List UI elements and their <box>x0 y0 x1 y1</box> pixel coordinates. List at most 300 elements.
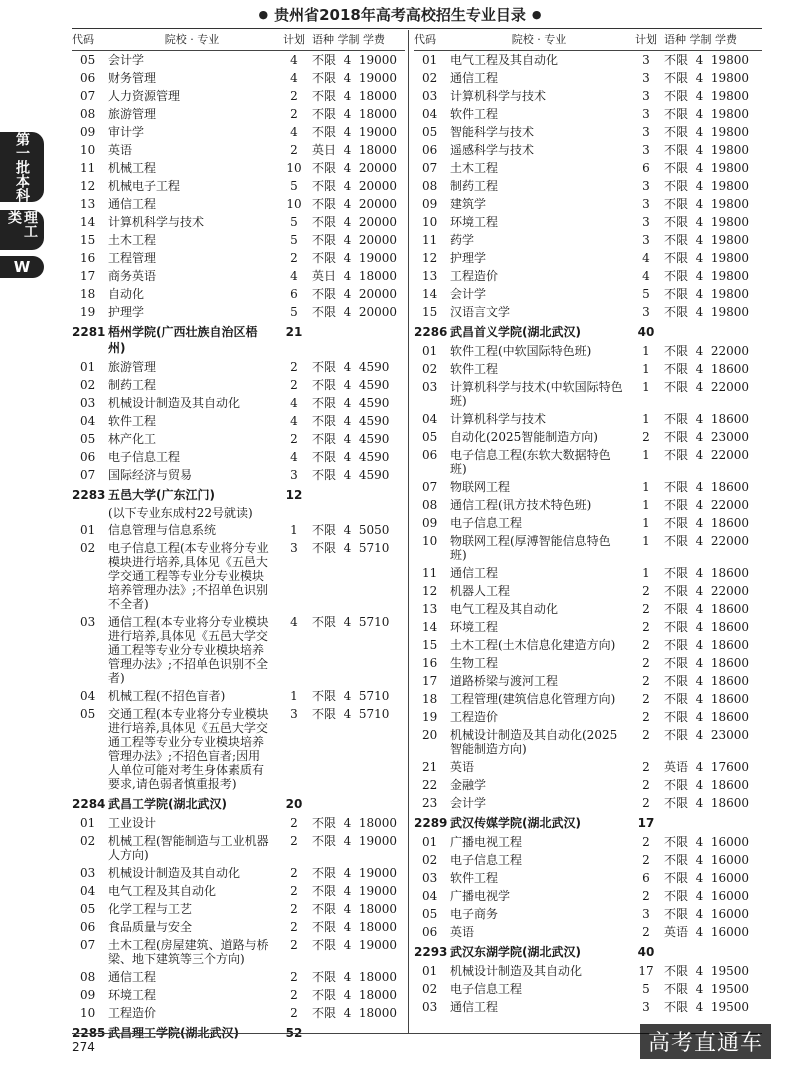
major-row <box>414 303 762 321</box>
fees-cell: 不限 4 19800 <box>664 269 750 283</box>
name-cell: 通信工程 <box>450 566 499 580</box>
name-cell: 机械设计制造及其自动化 <box>108 866 241 880</box>
header-fees: 语种 学制 学费 <box>312 33 385 46</box>
plan-cell: 2 <box>642 430 650 444</box>
plan-cell: 5 <box>290 233 298 247</box>
fees-cell: 不限 4 5710 <box>312 615 390 629</box>
code-cell: 06 <box>422 143 438 157</box>
header-fees: 语种 学制 学费 <box>664 33 737 46</box>
name-cell: 物联网工程 <box>450 480 511 494</box>
plan-cell: 2 <box>642 796 650 810</box>
fees-cell: 不限 4 20000 <box>312 215 398 229</box>
fees-cell: 不限 4 20000 <box>312 305 398 319</box>
fees-cell: 不限 4 22000 <box>664 344 750 358</box>
major-row <box>414 887 762 905</box>
fees-cell: 不限 4 19800 <box>664 287 750 301</box>
name-cell: 土木工程 <box>450 161 499 175</box>
fees-cell: 不限 4 19800 <box>664 251 750 265</box>
plan-cell: 2 <box>642 925 650 939</box>
plan-cell: 21 <box>285 325 303 339</box>
major-row <box>414 833 762 851</box>
code-cell: 12 <box>422 251 438 265</box>
fees-cell: 不限 4 18600 <box>664 638 750 652</box>
plan-cell: 6 <box>290 287 298 301</box>
plan-cell: 4 <box>290 53 298 67</box>
major-row <box>72 177 405 195</box>
plan-cell: 5 <box>290 215 298 229</box>
name-cell: 软件工程 <box>450 362 499 376</box>
code-cell: 06 <box>422 448 438 462</box>
code-cell: 03 <box>422 871 438 885</box>
fees-cell: 不限 4 4590 <box>312 450 390 464</box>
plan-cell: 3 <box>642 125 650 139</box>
plan-cell: 3 <box>642 197 650 211</box>
code-cell: 2281 <box>72 325 106 339</box>
major-row <box>72 123 405 141</box>
plan-cell: 4 <box>290 125 298 139</box>
side-tab-batch: 第一批本科 <box>0 132 44 202</box>
major-row <box>414 758 762 776</box>
major-row <box>414 600 762 618</box>
name-cell: 电气工程及其自动化 <box>108 884 217 898</box>
name-cell: 工业设计 <box>108 816 157 830</box>
major-row <box>414 998 762 1016</box>
fees-cell <box>664 815 762 831</box>
name-cell: 旅游管理 <box>108 107 157 121</box>
plan-cell: 1 <box>642 566 650 580</box>
plan-cell: 17 <box>637 816 655 830</box>
code-cell: 04 <box>422 412 438 426</box>
major-row <box>414 923 762 941</box>
code-cell: 03 <box>80 615 96 629</box>
side-tab-category: 理工类 <box>0 210 44 250</box>
fees-cell: 不限 4 18600 <box>664 362 750 376</box>
fees-cell: 不限 4 16000 <box>664 871 750 885</box>
major-row <box>414 105 762 123</box>
fees-cell: 英日 4 18000 <box>312 269 398 283</box>
code-cell: 09 <box>422 197 438 211</box>
code-cell: 05 <box>80 902 96 916</box>
code-cell: 2293 <box>414 945 448 959</box>
plan-cell: 10 <box>286 197 302 211</box>
name-cell: 交通工程(本专业将分专业模块进行培养,具体见《五邑大学交通工程等专业分专业模块培养管理办法》;不招色盲者;因用人单位可能对考生身体素质有要求,请色弱者慎重报考) <box>108 707 269 791</box>
fees-cell: 不限 4 19800 <box>664 179 750 193</box>
school-row <box>72 484 405 505</box>
major-row <box>72 141 405 159</box>
major-row <box>72 412 405 430</box>
plan-cell: 2 <box>290 866 298 880</box>
major-row <box>414 636 762 654</box>
major-row <box>72 358 405 376</box>
plan-cell: 40 <box>637 945 655 959</box>
fees-cell: 不限 4 20000 <box>312 233 398 247</box>
plan-cell: 6 <box>642 161 650 175</box>
major-row <box>72 87 405 105</box>
name-cell: 机械设计制造及其自动化(2025智能制造方向) <box>450 728 618 756</box>
code-cell: 04 <box>80 884 96 898</box>
major-row <box>414 159 762 177</box>
bullet-icon: ● <box>258 7 269 21</box>
major-row <box>72 303 405 321</box>
fees-cell: 不限 4 18000 <box>312 107 398 121</box>
plan-cell: 4 <box>642 251 650 265</box>
major-row <box>72 1004 405 1022</box>
fees-cell <box>664 944 762 960</box>
major-row <box>414 231 762 249</box>
plan-cell: 5 <box>290 179 298 193</box>
left-column-header <box>72 30 405 51</box>
fees-cell: 不限 4 16000 <box>664 835 750 849</box>
code-cell: 01 <box>422 835 438 849</box>
name-cell: 广播电视学 <box>450 889 511 903</box>
name-cell: 会计学 <box>450 287 487 301</box>
right-column-header <box>414 30 762 51</box>
fees-cell: 不限 4 18000 <box>312 988 398 1002</box>
major-row <box>414 249 762 267</box>
plan-cell: 1 <box>642 448 650 462</box>
code-cell: 19 <box>422 710 438 724</box>
plan-cell: 2 <box>290 834 298 848</box>
fees-cell: 不限 4 18600 <box>664 566 750 580</box>
plan-cell: 3 <box>290 468 298 482</box>
page-header <box>0 2 800 26</box>
fees-cell: 不限 4 19500 <box>664 964 750 978</box>
fees-cell: 不限 4 16000 <box>664 853 750 867</box>
major-row <box>414 582 762 600</box>
name-cell: 电气工程及其自动化 <box>450 53 559 67</box>
name-cell: 软件工程 <box>108 414 157 428</box>
code-cell: 18 <box>422 692 438 706</box>
major-row <box>414 514 762 532</box>
fees-cell: 不限 4 19800 <box>664 89 750 103</box>
plan-cell: 4 <box>290 269 298 283</box>
major-row <box>72 376 405 394</box>
code-cell: 15 <box>80 233 96 247</box>
fees-cell: 不限 4 20000 <box>312 197 398 211</box>
fees-cell: 不限 4 20000 <box>312 287 398 301</box>
fees-cell: 不限 4 19800 <box>664 71 750 85</box>
name-cell: 土木工程(土木信息化建造方向) <box>450 638 616 652</box>
code-cell: 07 <box>422 161 438 175</box>
side-tab-letter: W <box>0 256 44 278</box>
plan-cell: 6 <box>642 871 650 885</box>
name-cell: 商务英语 <box>108 269 157 283</box>
plan-cell: 20 <box>285 797 303 811</box>
code-cell: 22 <box>422 778 438 792</box>
code-cell: 17 <box>80 269 96 283</box>
fees-cell: 不限 4 18600 <box>664 710 750 724</box>
fees-cell: 不限 4 18600 <box>664 656 750 670</box>
code-cell: 01 <box>80 360 96 374</box>
major-row <box>414 446 762 478</box>
plan-cell: 2 <box>642 638 650 652</box>
name-cell: 道路桥梁与渡河工程 <box>450 674 559 688</box>
fees-cell: 不限 4 5710 <box>312 707 390 721</box>
code-cell: 02 <box>422 362 438 376</box>
header-plan: 计划 <box>635 33 657 46</box>
header-code: 代码 <box>414 33 436 46</box>
name-cell: 生物工程 <box>450 656 499 670</box>
major-row <box>414 869 762 887</box>
name-cell: 计算机科学与技术(中软国际特色班) <box>450 380 623 408</box>
code-cell: 2284 <box>72 797 106 811</box>
name-cell: 环境工程 <box>450 620 499 634</box>
plan-cell: 2 <box>290 816 298 830</box>
name-cell: 化学工程与工艺 <box>108 902 193 916</box>
fees-cell: 不限 4 22000 <box>664 448 750 462</box>
fees-cell: 不限 4 20000 <box>312 179 398 193</box>
name-cell: 建筑学 <box>450 197 487 211</box>
plan-cell: 4 <box>290 414 298 428</box>
major-row <box>414 285 762 303</box>
plan-cell: 10 <box>286 161 302 175</box>
name-cell: 电气工程及其自动化 <box>450 602 559 616</box>
plan-cell: 1 <box>642 498 650 512</box>
major-row <box>72 539 405 613</box>
major-row <box>414 776 762 794</box>
major-row <box>414 123 762 141</box>
header-code: 代码 <box>72 33 94 46</box>
code-cell: 02 <box>422 71 438 85</box>
fees-cell: 不限 4 4590 <box>312 360 390 374</box>
plan-cell: 3 <box>642 179 650 193</box>
plan-cell: 2 <box>642 656 650 670</box>
plan-cell: 2 <box>290 89 298 103</box>
code-cell: 12 <box>80 179 96 193</box>
name-cell: 制药工程 <box>450 179 499 193</box>
major-row <box>72 613 405 687</box>
fees-cell: 不限 4 19000 <box>312 125 398 139</box>
fees-cell: 不限 4 19800 <box>664 233 750 247</box>
major-row <box>72 864 405 882</box>
major-row <box>414 141 762 159</box>
code-cell: 03 <box>422 1000 438 1014</box>
plan-cell: 2 <box>642 889 650 903</box>
left-column-body <box>72 51 405 1043</box>
code-cell: 19 <box>80 305 96 319</box>
code-cell: 02 <box>80 834 96 848</box>
code-cell: 13 <box>80 197 96 211</box>
code-cell: 01 <box>422 964 438 978</box>
header-name: 院校 · 专业 <box>164 33 220 46</box>
code-cell: 16 <box>80 251 96 265</box>
plan-cell: 2 <box>290 107 298 121</box>
plan-cell: 2 <box>290 970 298 984</box>
code-cell: 2283 <box>72 488 106 502</box>
plan-cell: 2 <box>642 778 650 792</box>
plan-cell: 3 <box>642 89 650 103</box>
name-cell: 环境工程 <box>108 988 157 1002</box>
name-cell: 林产化工 <box>108 432 157 446</box>
code-cell: 14 <box>422 620 438 634</box>
fees-cell: 不限 4 18600 <box>664 412 750 426</box>
fees-cell: 不限 4 20000 <box>312 161 398 175</box>
fees-cell: 不限 4 18000 <box>312 970 398 984</box>
major-row <box>414 478 762 496</box>
name-cell: 旅游管理 <box>108 360 157 374</box>
header-rule <box>72 28 762 29</box>
major-row <box>414 360 762 378</box>
fees-cell: 不限 4 18000 <box>312 920 398 934</box>
fees-cell: 不限 4 19800 <box>664 143 750 157</box>
fees-cell: 不限 4 19000 <box>312 834 398 848</box>
name-cell: 英语 <box>450 925 475 939</box>
code-cell: 01 <box>422 344 438 358</box>
name-cell: 土木工程(房屋建筑、道路与桥梁、地下建筑等三个方向) <box>108 938 269 966</box>
code-cell: 09 <box>422 516 438 530</box>
code-cell: 2285 <box>72 1026 106 1040</box>
plan-cell: 1 <box>642 480 650 494</box>
name-cell: 护理学 <box>450 251 487 265</box>
major-row <box>414 690 762 708</box>
fees-cell: 不限 4 18600 <box>664 602 750 616</box>
major-row <box>72 918 405 936</box>
fees-cell: 不限 4 19000 <box>312 71 398 85</box>
code-cell: 07 <box>80 938 96 952</box>
name-cell: 梧州学院(广西壮族自治区梧州) <box>108 325 258 355</box>
code-cell: 03 <box>422 89 438 103</box>
fees-cell: 不限 4 18600 <box>664 620 750 634</box>
code-cell: 04 <box>422 889 438 903</box>
plan-cell: 3 <box>642 53 650 67</box>
plan-cell: 1 <box>642 412 650 426</box>
major-row <box>72 832 405 864</box>
name-cell: 软件工程 <box>450 107 499 121</box>
code-cell: 04 <box>422 107 438 121</box>
major-row <box>414 532 762 564</box>
code-cell: 04 <box>80 414 96 428</box>
plan-cell: 2 <box>290 251 298 265</box>
name-cell: 机械工程(不招色盲者) <box>108 689 226 703</box>
fees-cell: 不限 4 19000 <box>312 884 398 898</box>
fees-cell: 不限 4 19800 <box>664 161 750 175</box>
fees-cell: 不限 4 18600 <box>664 480 750 494</box>
code-cell: 07 <box>422 480 438 494</box>
plan-cell: 1 <box>642 344 650 358</box>
major-row <box>72 968 405 986</box>
plan-cell: 1 <box>290 689 298 703</box>
code-cell: 05 <box>422 430 438 444</box>
watermark: 高考直通车 <box>640 1024 771 1059</box>
code-cell: 02 <box>80 378 96 392</box>
code-cell: 02 <box>80 541 96 555</box>
name-cell: 软件工程 <box>450 871 499 885</box>
name-cell: 机器人工程 <box>450 584 511 598</box>
name-cell: 通信工程 <box>108 970 157 984</box>
name-cell: 工程造价 <box>450 269 499 283</box>
name-cell: 通信工程 <box>108 197 157 211</box>
fees-cell: 不限 4 23000 <box>664 430 750 444</box>
header-name: 院校 · 专业 <box>511 33 567 46</box>
name-cell: 电子信息工程 <box>450 853 523 867</box>
fees-cell: 不限 4 22000 <box>664 380 750 394</box>
name-cell: 机械工程(智能制造与工业机器人方向) <box>108 834 269 862</box>
name-cell: 制药工程 <box>108 378 157 392</box>
code-cell: 06 <box>422 925 438 939</box>
right-column-body <box>414 51 762 1016</box>
fees-cell: 不限 4 5710 <box>312 541 390 555</box>
name-cell: 电子信息工程(东软大数据特色班) <box>450 448 611 476</box>
major-row <box>414 564 762 582</box>
fees-cell: 不限 4 19800 <box>664 53 750 67</box>
plan-cell: 3 <box>642 143 650 157</box>
plan-cell: 3 <box>642 233 650 247</box>
plan-cell: 5 <box>290 305 298 319</box>
plan-cell: 17 <box>638 964 654 978</box>
code-cell: 06 <box>80 450 96 464</box>
fees-cell: 不限 4 18000 <box>312 1006 398 1020</box>
name-cell: 电子信息工程 <box>450 982 523 996</box>
fees-cell <box>664 324 762 340</box>
major-row <box>72 986 405 1004</box>
name-cell: 通信工程 <box>450 1000 499 1014</box>
major-row <box>414 962 762 980</box>
plan-cell: 2 <box>642 674 650 688</box>
code-cell: 04 <box>80 689 96 703</box>
major-row <box>414 851 762 869</box>
fees-cell: 不限 4 16000 <box>664 907 750 921</box>
major-row <box>414 496 762 514</box>
header-plan: 计划 <box>283 33 305 46</box>
fees-cell: 不限 4 4590 <box>312 378 390 392</box>
name-cell: 英语 <box>450 760 475 774</box>
code-cell: 13 <box>422 602 438 616</box>
name-cell: 电子信息工程 <box>450 516 523 530</box>
code-cell: 15 <box>422 305 438 319</box>
name-cell: 软件工程(中软国际特色班) <box>450 344 592 358</box>
fees-cell <box>312 487 405 503</box>
plan-cell: 4 <box>290 450 298 464</box>
plan-cell: 5 <box>642 982 650 996</box>
fees-cell: 不限 4 19500 <box>664 1000 750 1014</box>
fees-cell: 不限 4 5710 <box>312 689 390 703</box>
code-cell: 07 <box>80 89 96 103</box>
code-cell: 01 <box>422 53 438 67</box>
code-cell: 01 <box>80 523 96 537</box>
school-row <box>414 941 762 962</box>
plan-cell: 2 <box>290 920 298 934</box>
fees-cell: 不限 4 5050 <box>312 523 390 537</box>
code-cell: 05 <box>80 432 96 446</box>
fees-cell: 英语 4 17600 <box>664 760 750 774</box>
fees-cell: 不限 4 18600 <box>664 796 750 810</box>
name-cell: 机械电子工程 <box>108 179 181 193</box>
fees-cell: 不限 4 19000 <box>312 53 398 67</box>
school-row <box>414 812 762 833</box>
code-cell: 10 <box>422 534 438 548</box>
code-cell: 03 <box>80 396 96 410</box>
name-cell: 智能科学与技术 <box>450 125 535 139</box>
fees-cell: 不限 4 19800 <box>664 125 750 139</box>
major-row <box>72 51 405 69</box>
name-cell: 电子商务 <box>450 907 499 921</box>
name-cell: 武汉东湖学院(湖北武汉) <box>450 945 581 959</box>
major-row <box>414 654 762 672</box>
name-cell: 计算机科学与技术 <box>450 412 547 426</box>
plan-cell: 3 <box>642 907 650 921</box>
plan-cell: 2 <box>290 360 298 374</box>
plan-cell: 2 <box>290 884 298 898</box>
major-row <box>72 105 405 123</box>
fees-cell: 不限 4 16000 <box>664 889 750 903</box>
name-cell: 会计学 <box>450 796 487 810</box>
school-row <box>414 321 762 342</box>
code-cell: 08 <box>80 107 96 121</box>
name-cell: 工程管理 <box>108 251 157 265</box>
plan-cell: 3 <box>642 71 650 85</box>
major-row <box>72 285 405 303</box>
plan-cell: 1 <box>642 534 650 548</box>
